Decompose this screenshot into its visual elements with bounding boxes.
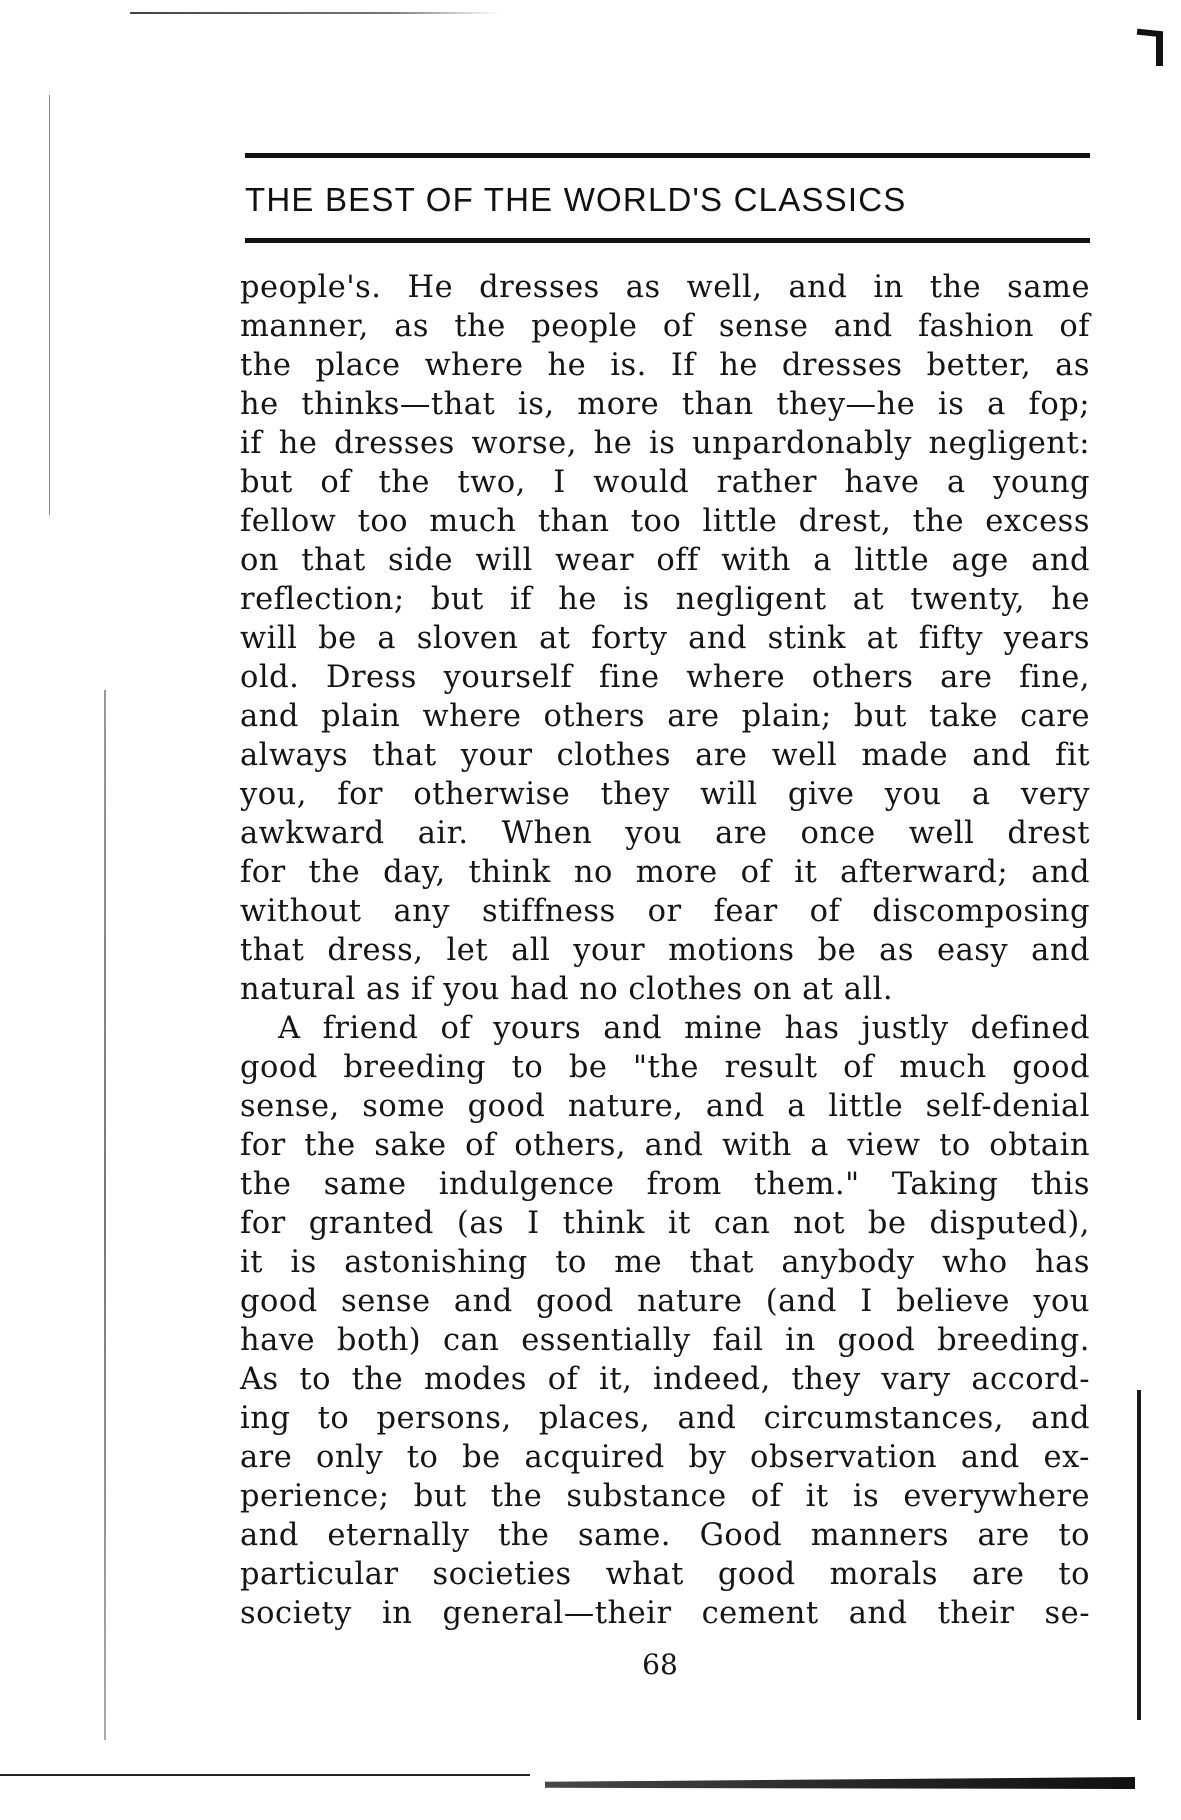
text-line: old. Dress yourself fine where others are fine, <box>240 660 1090 695</box>
header-rule-top <box>245 153 1090 158</box>
text-line: As to the modes of it, indeed, they vary accord- <box>240 1362 1090 1397</box>
scan-artifact-right-edge <box>1137 1390 1141 1720</box>
text-line: always that your clothes are well made and fit <box>240 738 1090 773</box>
text-line: particular societies what good morals are to <box>240 1557 1090 1592</box>
text-line: on that side will wear off with a little age and <box>240 543 1090 578</box>
scan-artifact-left-edge-lower <box>104 690 106 1740</box>
scan-artifact-top-line <box>130 12 500 14</box>
text-line: society in general—their cement and their se- <box>240 1596 1090 1631</box>
scan-artifact-bottom-smudge <box>545 1777 1135 1789</box>
text-line: natural as if you had no clothes on at all. <box>240 972 894 1007</box>
text-line: for granted (as I think it can not be disputed), <box>240 1206 1090 1241</box>
text-line: manner, as the people of sense and fashion of <box>240 309 1090 344</box>
scan-artifact-bottom-line <box>0 1774 530 1776</box>
text-line: you, for otherwise they will give you a very <box>240 777 1090 812</box>
body-text <box>240 268 1090 1633</box>
text-line: for the day, think no more of it afterward; and <box>240 855 1090 890</box>
text-line: it is astonishing to me that anybody who has <box>240 1245 1090 1280</box>
scan-artifact-corner-mark <box>1137 30 1163 66</box>
text-line: people's. He dresses as well, and in the same <box>240 270 1090 305</box>
text-line: fellow too much than too little drest, the excess <box>240 504 1090 539</box>
text-line: if he dresses worse, he is unpardonably negligent: <box>240 426 1090 461</box>
header-rule-bottom <box>245 238 1090 243</box>
running-head: THE BEST OF THE WORLD'S CLASSICS <box>245 181 907 218</box>
text-line: but of the two, I would rather have a young <box>240 465 1090 500</box>
text-line: perience; but the substance of it is everywhere <box>240 1479 1090 1514</box>
text-line: are only to be acquired by observation and ex- <box>240 1440 1090 1475</box>
page-number: 68 <box>642 1648 678 1681</box>
text-line: A friend of yours and mine has justly defined <box>278 1011 1090 1046</box>
text-line: good breeding to be "the result of much good <box>240 1050 1090 1085</box>
text-line: good sense and good nature (and I believe you <box>240 1284 1090 1319</box>
text-line: the place where he is. If he dresses better, as <box>240 348 1090 383</box>
text-line: awkward air. When you are once well drest <box>240 816 1090 851</box>
text-line: will be a sloven at forty and stink at fifty years <box>240 621 1090 656</box>
text-line: ing to persons, places, and circumstances, and <box>240 1401 1090 1436</box>
text-line: for the sake of others, and with a view to obtain <box>240 1128 1090 1163</box>
text-line: and eternally the same. Good manners are to <box>240 1518 1090 1553</box>
text-line: and plain where others are plain; but take care <box>240 699 1090 734</box>
text-line: he thinks—that is, more than they—he is a fop; <box>240 387 1090 422</box>
text-line: without any stiffness or fear of discomposing <box>240 894 1090 929</box>
text-line: reflection; but if he is negligent at twenty, he <box>240 582 1090 617</box>
text-line: sense, some good nature, and a little self-denial <box>240 1089 1090 1124</box>
text-line: the same indulgence from them." Taking this <box>240 1167 1090 1202</box>
text-line: have both) can essentially fail in good breeding. <box>240 1323 1090 1358</box>
text-line: that dress, let all your motions be as easy and <box>240 933 1090 968</box>
scan-artifact-left-edge <box>49 95 50 515</box>
